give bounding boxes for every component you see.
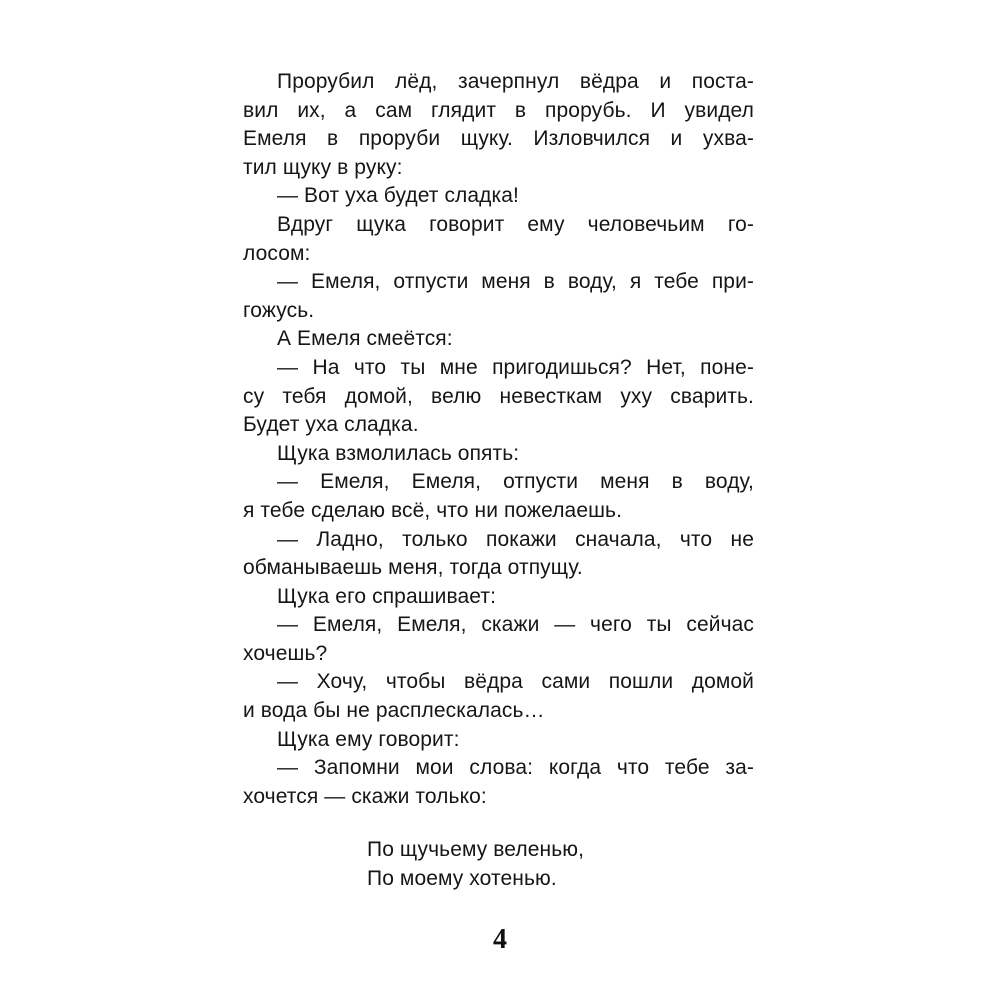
text-line: хочется — скажи только: — [243, 784, 487, 808]
text-line: — Хочу, чтобы вёдра сами пошли домой — [277, 670, 754, 694]
verse-block — [367, 835, 584, 894]
text-line: А Емеля смеётся: — [277, 327, 453, 351]
verse-line: По моему хотенью. — [367, 867, 557, 891]
text-line: Емеля в проруби щуку. Изловчился и ухва- — [243, 127, 754, 151]
text-line: Вдруг щука говорит ему человечьим го- — [277, 212, 754, 236]
page-number: 4 — [493, 924, 507, 955]
text-line: лосом: — [243, 241, 311, 265]
text-line: — Запомни мои слова: когда что тебе за- — [277, 756, 754, 780]
text-line: — Вот уха будет сладка! — [277, 184, 519, 208]
text-line: — Ладно, только покажи сначала, что не — [277, 527, 754, 551]
text-line: и вода бы не расплескалась… — [243, 699, 545, 723]
text-line: Щука ему говорит: — [277, 727, 460, 751]
story-text-block — [243, 68, 754, 811]
text-line: Прорубил лёд, зачерпнул вёдра и поста- — [277, 70, 754, 93]
text-line: гожусь. — [243, 298, 315, 322]
text-line: су тебя домой, велю невесткам уху сварить. — [243, 384, 754, 408]
text-line: — Емеля, Емеля, скажи — чего ты сейчас — [277, 613, 754, 637]
text-line: Щука взмолилась опять: — [277, 441, 520, 465]
text-line: обманываешь меня, тогда отпущу. — [243, 556, 583, 580]
text-line: Щука его спрашивает: — [277, 584, 497, 608]
verse-line: По щучьему веленью, — [367, 838, 585, 861]
text-line: — На что ты мне пригодишься? Нет, поне- — [277, 355, 754, 379]
text-line: вил их, а сам глядит в прорубь. И увидел — [243, 98, 754, 122]
text-line: — Емеля, отпусти меня в воду, я тебе при- — [277, 270, 754, 294]
text-line: тил щуку в руку: — [243, 155, 403, 179]
text-line: хочешь? — [243, 641, 328, 665]
text-line: — Емеля, Емеля, отпусти меня в воду, — [277, 470, 754, 494]
text-line: я тебе сделаю всё, что ни пожелаешь. — [243, 498, 623, 522]
text-line: Будет уха сладка. — [243, 413, 419, 437]
